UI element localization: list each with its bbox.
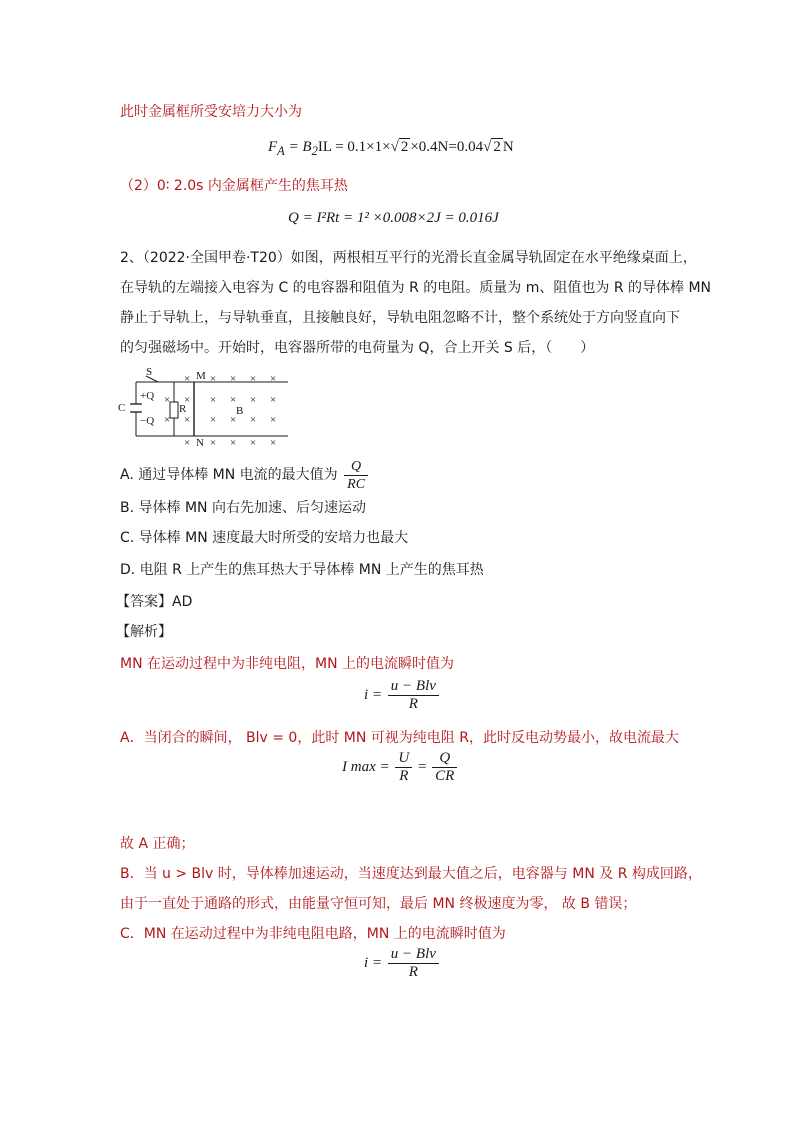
field-cross-icon: × [250, 394, 257, 406]
label-minus-q: −Q [140, 415, 155, 427]
equation-current-1 [364, 678, 441, 713]
analysis-line-3: 故 A 正确； [120, 836, 195, 852]
label-b: B [236, 405, 244, 417]
field-cross-icon: × [250, 373, 257, 385]
option-a-text: A. 通过导体棒 MN 电流的最大值为 [120, 467, 338, 483]
field-cross-icon: × [164, 414, 171, 426]
analysis-line-4: B．当 u > Blv 时，导体棒加速运动，当速度达到最大值之后，电容器与 MN 及 R 构成回路， [120, 866, 702, 882]
resistor-icon [170, 402, 178, 418]
force-root2: 2 [493, 139, 501, 155]
equation-current-2 [364, 946, 441, 981]
field-cross-icon: × [210, 437, 217, 449]
eq2-lhs: I max = [342, 758, 390, 775]
intro-line: 此时金属框所受安培力大小为 [120, 104, 302, 120]
eq2-den2: CR [435, 768, 455, 784]
force-mid: = B [284, 139, 312, 155]
option-c[interactable]: C. 导体棒 MN 速度最大时所受的安培力也最大 [120, 530, 409, 546]
question-line-4: 的匀强磁场中。开始时，电容器所带的电荷量为 Q，合上开关 S 后，（ ） [120, 340, 595, 356]
eq1-lhs: i = [364, 686, 383, 703]
eq1-num: u − Blv [388, 678, 439, 696]
force-unit: N [502, 139, 514, 155]
analysis-line-5: 由于一直处于通路的形式，由能量守恒可知，最后 MN 终极速度为零， 故 B 错误； [120, 896, 637, 912]
part2-line: （2）0∶ 2.0s 内金属框产生的焦耳热 [120, 178, 348, 194]
answer-line: 【答案】AD [116, 594, 193, 610]
field-cross-icon: × [164, 394, 171, 406]
eq1-fraction [388, 678, 439, 713]
question-line-2: 在导轨的左端接入电容为 C 的电容器和阻值为 R 的电阻。质量为 m、阻值也为 R 的导体棒 MN [120, 280, 712, 296]
field-cross-icon: × [250, 437, 257, 449]
eq1-den: R [408, 696, 418, 712]
field-cross-icon: × [230, 394, 237, 406]
equation-imax [342, 750, 459, 785]
analysis-line-2: A．当闭合的瞬间， Blv = 0，此时 MN 可视为纯电阻 R，此时反电动势最小，故电流最大 [120, 730, 679, 746]
force-root1: 2 [400, 139, 409, 155]
field-cross-icon: × [184, 373, 191, 385]
option-a-fraction [344, 458, 368, 493]
field-cross-icon: × [184, 437, 191, 449]
force-rest: IL = 0.1×1× [317, 139, 391, 155]
option-d[interactable]: D. 电阻 R 上产生的焦耳热大于导体棒 MN 上产生的焦耳热 [120, 562, 484, 578]
field-cross-icon: × [270, 373, 277, 385]
heat-equation: Q = I²Rt = 1² ×0.008×2J = 0.016J [288, 210, 499, 226]
field-cross-icon: × [230, 373, 237, 385]
field-cross-icon: × [230, 437, 237, 449]
analysis-line-1: MN 在运动过程中为非纯电阻，MN 上的电流瞬时值为 [120, 656, 455, 672]
field-cross-icon: × [270, 437, 277, 449]
analysis-line-6: C．MN 在运动过程中为非纯电阻电路，MN 上的电流瞬时值为 [120, 926, 506, 942]
label-m: M [196, 370, 206, 382]
eq2-num1: U [395, 750, 412, 768]
eq2-num2: Q [432, 750, 457, 768]
field-cross-icon: × [230, 414, 237, 426]
question-line-1: 2、（2022·全国甲卷·T20）如图，两根相互平行的光滑长直金属导轨固定在水平绝缘桌面上， [120, 250, 697, 266]
field-cross-icon: × [210, 373, 217, 385]
label-c: C [118, 402, 126, 414]
field-cross-icon: × [184, 394, 191, 406]
label-r: R [179, 403, 187, 415]
eq3-num: u − Blv [388, 946, 439, 964]
label-n: N [196, 437, 204, 449]
question-line-3: 静止于导轨上，与导轨垂直，且接触良好，导轨电阻忽略不计，整个系统处于方向竖直向下 [120, 310, 680, 326]
field-cross-icon: × [210, 394, 217, 406]
label-s: S [146, 366, 153, 378]
force-lhs-sub: A [277, 144, 285, 158]
option-b[interactable]: B. 导体棒 MN 向右先加速、后匀速运动 [120, 500, 366, 516]
force-lhs: F [268, 139, 278, 155]
eq2-fraction-1 [395, 750, 412, 785]
eq2-equals: = [417, 758, 427, 775]
field-cross-icon: × [184, 414, 191, 426]
analysis-heading: 【解析】 [116, 624, 172, 640]
field-cross-icon: × [270, 414, 277, 426]
eq3-fraction [388, 946, 439, 981]
eq3-den: R [408, 964, 418, 980]
label-plus-q: +Q [140, 390, 155, 402]
force-rest2: ×0.4N=0.04 [410, 139, 484, 155]
field-cross-icon: × [250, 414, 257, 426]
force-equation: $F_A = B_2IL = 0.1\times 1\times√$ 2 ×0.4N=0.04√ 2 N [268, 139, 514, 158]
field-cross-icon: × [210, 414, 217, 426]
eq2-fraction-2 [432, 750, 457, 785]
force-mid-sub: 2 [311, 144, 318, 158]
option-a[interactable] [120, 456, 370, 494]
option-a-num: Q [344, 458, 368, 476]
option-a-den: RC [347, 476, 366, 492]
eq3-lhs: i = [364, 954, 383, 971]
circuit-figure [118, 366, 290, 450]
eq2-den1: R [399, 768, 409, 784]
field-cross-icon: × [270, 394, 277, 406]
